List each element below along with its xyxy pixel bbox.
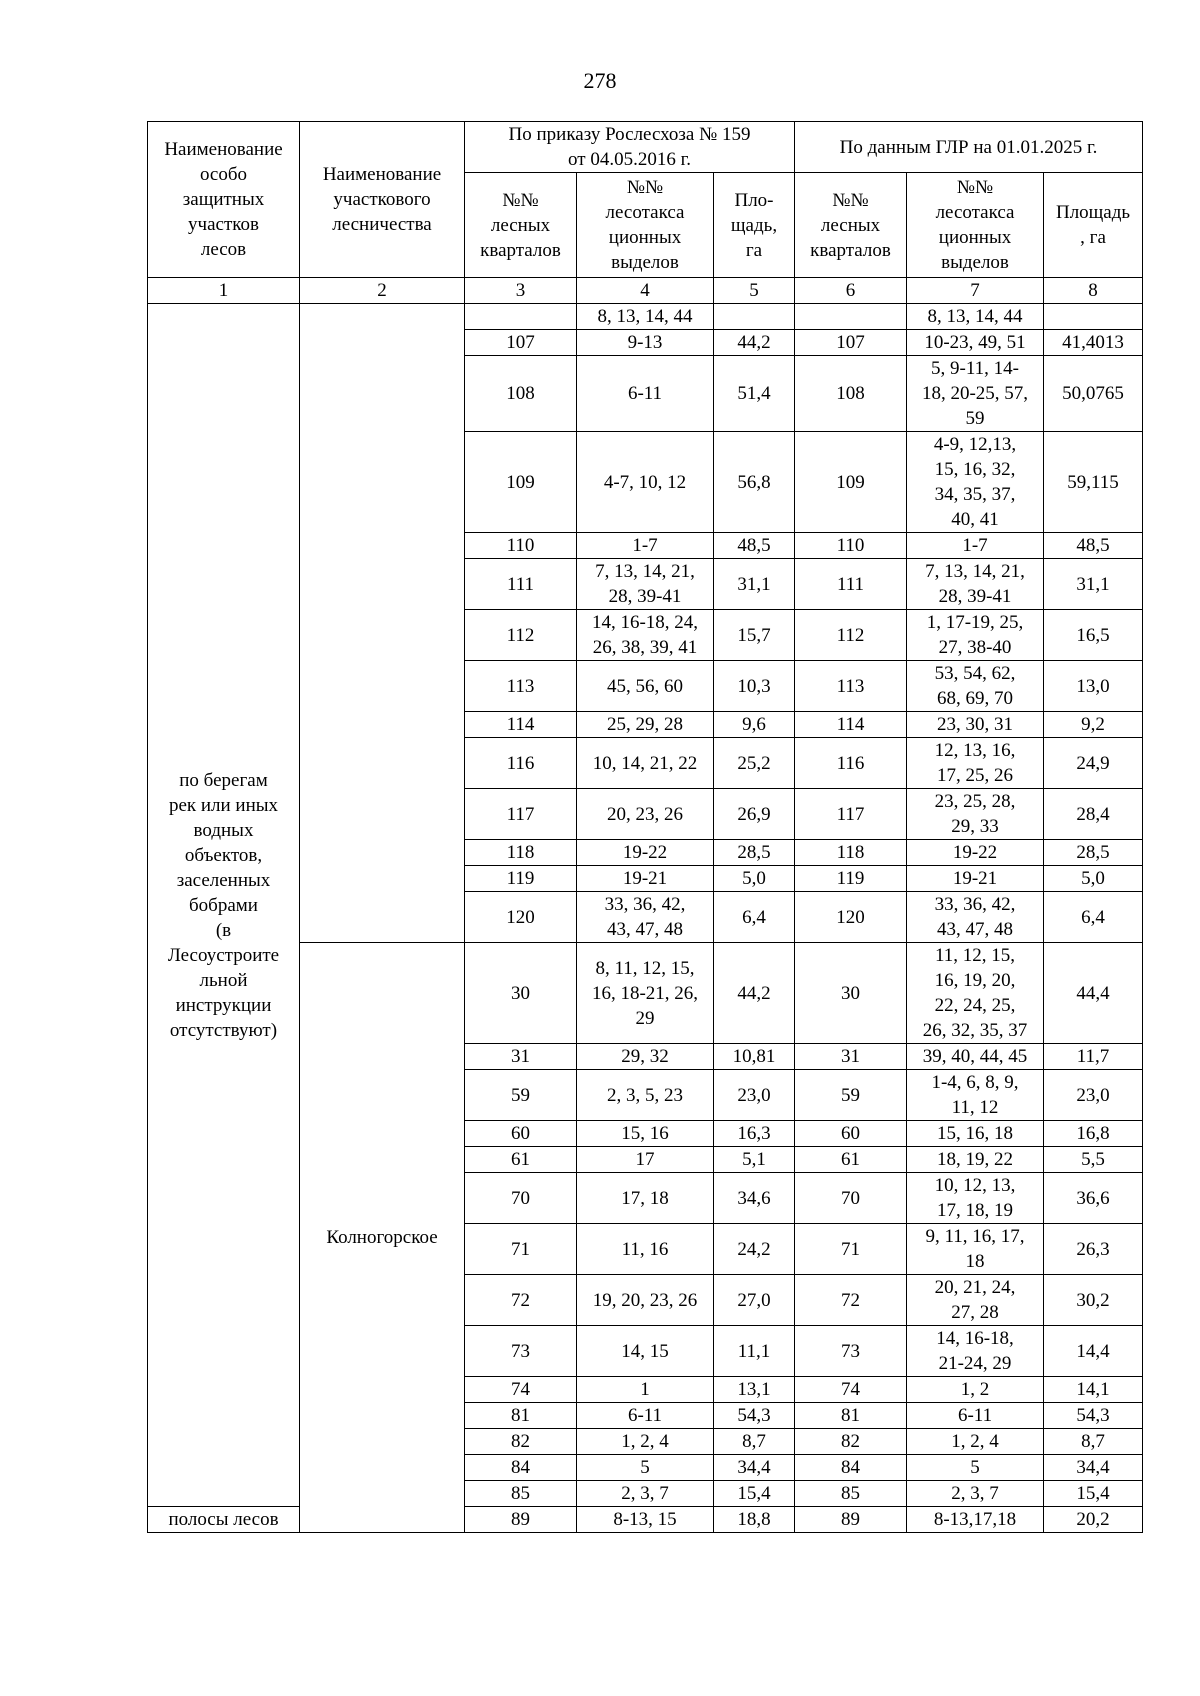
allotments-order-cell: 9-13 <box>577 330 714 356</box>
header-glr-data: По данным ГЛР на 01.01.2025 г. <box>795 122 1143 173</box>
quarter-glr-cell: 110 <box>795 533 907 559</box>
quarter-order-cell: 117 <box>465 789 577 840</box>
area-order-cell: 16,3 <box>714 1121 795 1147</box>
quarter-glr-cell: 30 <box>795 943 907 1044</box>
quarter-glr-cell: 117 <box>795 789 907 840</box>
allotments-glr-cell: 8-13,17,18 <box>907 1507 1044 1533</box>
quarter-glr-cell: 61 <box>795 1147 907 1173</box>
quarter-glr-cell: 109 <box>795 432 907 533</box>
allotments-glr-cell: 15, 16, 18 <box>907 1121 1044 1147</box>
quarter-order-cell: 110 <box>465 533 577 559</box>
column-number: 5 <box>714 278 795 304</box>
quarter-glr-cell: 59 <box>795 1070 907 1121</box>
area-glr-cell: 6,4 <box>1044 892 1143 943</box>
area-glr-cell: 30,2 <box>1044 1275 1143 1326</box>
quarter-glr-cell: 120 <box>795 892 907 943</box>
quarter-order-cell: 31 <box>465 1044 577 1070</box>
quarter-glr-cell <box>795 304 907 330</box>
allotments-glr-cell: 5, 9-11, 14- 18, 20-25, 57, 59 <box>907 356 1044 432</box>
quarter-order-cell: 72 <box>465 1275 577 1326</box>
area-glr-cell: 11,7 <box>1044 1044 1143 1070</box>
allotments-order-cell: 15, 16 <box>577 1121 714 1147</box>
allotments-order-cell: 8-13, 15 <box>577 1507 714 1533</box>
header-quarters-order: №№ лесных кварталов <box>465 173 577 278</box>
allotments-order-cell: 4-7, 10, 12 <box>577 432 714 533</box>
column-number: 6 <box>795 278 907 304</box>
allotments-order-cell: 1 <box>577 1377 714 1403</box>
quarter-glr-cell: 111 <box>795 559 907 610</box>
allotments-glr-cell: 20, 21, 24, 27, 28 <box>907 1275 1044 1326</box>
area-glr-cell: 9,2 <box>1044 712 1143 738</box>
category-beaver-shores: по берегам рек или иных водных объектов, заселенных бобрами (в Лесоустроите льной инструкции отсутствуют) <box>148 304 300 1507</box>
area-glr-cell: 48,5 <box>1044 533 1143 559</box>
allotments-glr-cell: 11, 12, 15, 16, 19, 20, 22, 24, 25, 26, 32, 35, 37 <box>907 943 1044 1044</box>
area-order-cell: 9,6 <box>714 712 795 738</box>
area-order-cell: 18,8 <box>714 1507 795 1533</box>
allotments-glr-cell: 6-11 <box>907 1403 1044 1429</box>
area-glr-cell: 36,6 <box>1044 1173 1143 1224</box>
area-order-cell: 51,4 <box>714 356 795 432</box>
area-order-cell: 28,5 <box>714 840 795 866</box>
allotments-order-cell: 33, 36, 42, 43, 47, 48 <box>577 892 714 943</box>
quarter-order-cell: 82 <box>465 1429 577 1455</box>
quarter-glr-cell: 114 <box>795 712 907 738</box>
allotments-order-cell: 1, 2, 4 <box>577 1429 714 1455</box>
area-order-cell: 15,7 <box>714 610 795 661</box>
allotments-order-cell: 25, 29, 28 <box>577 712 714 738</box>
area-order-cell: 34,6 <box>714 1173 795 1224</box>
allotments-order-cell: 14, 16-18, 24, 26, 38, 39, 41 <box>577 610 714 661</box>
quarter-order-cell: 112 <box>465 610 577 661</box>
quarter-glr-cell: 60 <box>795 1121 907 1147</box>
allotments-order-cell: 19, 20, 23, 26 <box>577 1275 714 1326</box>
quarter-glr-cell: 107 <box>795 330 907 356</box>
area-glr-cell: 16,8 <box>1044 1121 1143 1147</box>
quarter-order-cell: 61 <box>465 1147 577 1173</box>
quarter-order-cell: 114 <box>465 712 577 738</box>
quarter-glr-cell: 112 <box>795 610 907 661</box>
area-order-cell: 5,1 <box>714 1147 795 1173</box>
forestry-kolnogorskoe: Колногорское <box>300 943 465 1533</box>
area-glr-cell: 59,115 <box>1044 432 1143 533</box>
quarter-glr-cell: 71 <box>795 1224 907 1275</box>
area-order-cell: 23,0 <box>714 1070 795 1121</box>
quarter-glr-cell: 73 <box>795 1326 907 1377</box>
allotments-glr-cell: 2, 3, 7 <box>907 1481 1044 1507</box>
area-glr-cell: 44,4 <box>1044 943 1143 1044</box>
allotments-order-cell: 1-7 <box>577 533 714 559</box>
allotments-glr-cell: 19-21 <box>907 866 1044 892</box>
area-glr-cell: 28,5 <box>1044 840 1143 866</box>
allotments-order-cell: 20, 23, 26 <box>577 789 714 840</box>
quarter-glr-cell: 116 <box>795 738 907 789</box>
area-order-cell: 54,3 <box>714 1403 795 1429</box>
header-allotments-order: №№ лесотакса ционных выделов <box>577 173 714 278</box>
quarter-order-cell: 120 <box>465 892 577 943</box>
allotments-order-cell: 10, 14, 21, 22 <box>577 738 714 789</box>
allotments-order-cell: 17 <box>577 1147 714 1173</box>
column-number: 1 <box>148 278 300 304</box>
area-order-cell: 11,1 <box>714 1326 795 1377</box>
allotments-glr-cell: 5 <box>907 1455 1044 1481</box>
area-order-cell: 15,4 <box>714 1481 795 1507</box>
area-glr-cell: 26,3 <box>1044 1224 1143 1275</box>
header-category: Наименование особо защитных участков лесов <box>148 122 300 278</box>
area-order-cell: 48,5 <box>714 533 795 559</box>
allotments-order-cell: 7, 13, 14, 21, 28, 39-41 <box>577 559 714 610</box>
quarter-order-cell: 81 <box>465 1403 577 1429</box>
table-row <box>148 304 1143 330</box>
allotments-glr-cell: 1-4, 6, 8, 9, 11, 12 <box>907 1070 1044 1121</box>
allotments-order-cell: 5 <box>577 1455 714 1481</box>
quarter-glr-cell: 74 <box>795 1377 907 1403</box>
quarter-glr-cell: 72 <box>795 1275 907 1326</box>
allotments-order-cell: 8, 13, 14, 44 <box>577 304 714 330</box>
header-order-rosleskhoz: По приказу Рослесхоза № 159 от 04.05.2016 г. <box>465 122 795 173</box>
allotments-glr-cell: 9, 11, 16, 17, 18 <box>907 1224 1044 1275</box>
quarter-glr-cell: 119 <box>795 866 907 892</box>
quarter-glr-cell: 113 <box>795 661 907 712</box>
quarter-order-cell: 30 <box>465 943 577 1044</box>
quarter-order-cell: 60 <box>465 1121 577 1147</box>
area-glr-cell <box>1044 304 1143 330</box>
area-glr-cell: 41,4013 <box>1044 330 1143 356</box>
quarter-glr-cell: 108 <box>795 356 907 432</box>
quarter-glr-cell: 85 <box>795 1481 907 1507</box>
forestry-cell-blank <box>300 304 465 943</box>
quarter-glr-cell: 84 <box>795 1455 907 1481</box>
area-order-cell: 8,7 <box>714 1429 795 1455</box>
quarter-glr-cell: 81 <box>795 1403 907 1429</box>
area-glr-cell: 50,0765 <box>1044 356 1143 432</box>
area-glr-cell: 16,5 <box>1044 610 1143 661</box>
header-allotments-glr: №№ лесотакса ционных выделов <box>907 173 1044 278</box>
allotments-order-cell: 11, 16 <box>577 1224 714 1275</box>
header-quarters-glr: №№ лесных кварталов <box>795 173 907 278</box>
quarter-order-cell: 70 <box>465 1173 577 1224</box>
area-glr-cell: 31,1 <box>1044 559 1143 610</box>
quarter-order-cell: 111 <box>465 559 577 610</box>
table-row <box>148 1507 1143 1533</box>
quarter-order-cell: 74 <box>465 1377 577 1403</box>
allotments-order-cell: 6-11 <box>577 1403 714 1429</box>
area-glr-cell: 28,4 <box>1044 789 1143 840</box>
quarter-order-cell: 71 <box>465 1224 577 1275</box>
header-area-order: Пло- щадь, га <box>714 173 795 278</box>
quarter-order-cell: 109 <box>465 432 577 533</box>
quarter-order-cell: 108 <box>465 356 577 432</box>
area-glr-cell: 14,1 <box>1044 1377 1143 1403</box>
area-order-cell: 24,2 <box>714 1224 795 1275</box>
area-order-cell: 44,2 <box>714 943 795 1044</box>
quarter-order-cell: 59 <box>465 1070 577 1121</box>
allotments-glr-cell: 53, 54, 62, 68, 69, 70 <box>907 661 1044 712</box>
allotments-order-cell: 29, 32 <box>577 1044 714 1070</box>
area-order-cell: 31,1 <box>714 559 795 610</box>
allotments-order-cell: 6-11 <box>577 356 714 432</box>
quarter-order-cell: 113 <box>465 661 577 712</box>
category-forest-strips: полосы лесов <box>148 1507 300 1533</box>
allotments-order-cell: 19-22 <box>577 840 714 866</box>
area-glr-cell: 54,3 <box>1044 1403 1143 1429</box>
area-glr-cell: 34,4 <box>1044 1455 1143 1481</box>
quarter-order-cell <box>465 304 577 330</box>
area-order-cell: 13,1 <box>714 1377 795 1403</box>
quarter-glr-cell: 89 <box>795 1507 907 1533</box>
area-order-cell: 34,4 <box>714 1455 795 1481</box>
allotments-order-cell: 17, 18 <box>577 1173 714 1224</box>
allotments-glr-cell: 1-7 <box>907 533 1044 559</box>
allotments-glr-cell: 39, 40, 44, 45 <box>907 1044 1044 1070</box>
quarter-order-cell: 118 <box>465 840 577 866</box>
area-order-cell: 56,8 <box>714 432 795 533</box>
allotments-glr-cell: 33, 36, 42, 43, 47, 48 <box>907 892 1044 943</box>
column-number: 7 <box>907 278 1044 304</box>
allotments-glr-cell: 4-9, 12,13, 15, 16, 32, 34, 35, 37, 40, 41 <box>907 432 1044 533</box>
area-order-cell <box>714 304 795 330</box>
allotments-glr-cell: 18, 19, 22 <box>907 1147 1044 1173</box>
protected-areas-table <box>147 121 1143 1533</box>
quarter-glr-cell: 82 <box>795 1429 907 1455</box>
quarter-order-cell: 107 <box>465 330 577 356</box>
area-glr-cell: 24,9 <box>1044 738 1143 789</box>
allotments-order-cell: 19-21 <box>577 866 714 892</box>
header-forestry: Наименование участкового лесничества <box>300 122 465 278</box>
column-number: 4 <box>577 278 714 304</box>
allotments-glr-cell: 7, 13, 14, 21, 28, 39-41 <box>907 559 1044 610</box>
area-order-cell: 5,0 <box>714 866 795 892</box>
allotments-glr-cell: 19-22 <box>907 840 1044 866</box>
allotments-order-cell: 2, 3, 7 <box>577 1481 714 1507</box>
allotments-order-cell: 8, 11, 12, 15, 16, 18-21, 26, 29 <box>577 943 714 1044</box>
quarter-order-cell: 116 <box>465 738 577 789</box>
area-glr-cell: 23,0 <box>1044 1070 1143 1121</box>
quarter-glr-cell: 70 <box>795 1173 907 1224</box>
column-number: 2 <box>300 278 465 304</box>
area-order-cell: 44,2 <box>714 330 795 356</box>
quarter-order-cell: 89 <box>465 1507 577 1533</box>
header-area-glr: Площадь , га <box>1044 173 1143 278</box>
column-number: 8 <box>1044 278 1143 304</box>
allotments-glr-cell: 14, 16-18, 21-24, 29 <box>907 1326 1044 1377</box>
area-glr-cell: 5,0 <box>1044 866 1143 892</box>
area-order-cell: 10,81 <box>714 1044 795 1070</box>
allotments-glr-cell: 12, 13, 16, 17, 25, 26 <box>907 738 1044 789</box>
quarter-glr-cell: 118 <box>795 840 907 866</box>
area-glr-cell: 15,4 <box>1044 1481 1143 1507</box>
area-order-cell: 27,0 <box>714 1275 795 1326</box>
allotments-glr-cell: 8, 13, 14, 44 <box>907 304 1044 330</box>
area-glr-cell: 20,2 <box>1044 1507 1143 1533</box>
allotments-order-cell: 2, 3, 5, 23 <box>577 1070 714 1121</box>
area-order-cell: 10,3 <box>714 661 795 712</box>
allotments-order-cell: 45, 56, 60 <box>577 661 714 712</box>
quarter-glr-cell: 31 <box>795 1044 907 1070</box>
area-order-cell: 6,4 <box>714 892 795 943</box>
quarter-order-cell: 119 <box>465 866 577 892</box>
area-glr-cell: 5,5 <box>1044 1147 1143 1173</box>
allotments-glr-cell: 1, 17-19, 25, 27, 38-40 <box>907 610 1044 661</box>
area-order-cell: 25,2 <box>714 738 795 789</box>
allotments-glr-cell: 1, 2 <box>907 1377 1044 1403</box>
quarter-order-cell: 84 <box>465 1455 577 1481</box>
quarter-order-cell: 85 <box>465 1481 577 1507</box>
allotments-glr-cell: 10-23, 49, 51 <box>907 330 1044 356</box>
area-glr-cell: 13,0 <box>1044 661 1143 712</box>
area-glr-cell: 14,4 <box>1044 1326 1143 1377</box>
column-number: 3 <box>465 278 577 304</box>
allotments-glr-cell: 1, 2, 4 <box>907 1429 1044 1455</box>
allotments-glr-cell: 23, 25, 28, 29, 33 <box>907 789 1044 840</box>
area-glr-cell: 8,7 <box>1044 1429 1143 1455</box>
allotments-glr-cell: 10, 12, 13, 17, 18, 19 <box>907 1173 1044 1224</box>
allotments-order-cell: 14, 15 <box>577 1326 714 1377</box>
allotments-glr-cell: 23, 30, 31 <box>907 712 1044 738</box>
area-order-cell: 26,9 <box>714 789 795 840</box>
quarter-order-cell: 73 <box>465 1326 577 1377</box>
page-number: 278 <box>583 68 617 93</box>
